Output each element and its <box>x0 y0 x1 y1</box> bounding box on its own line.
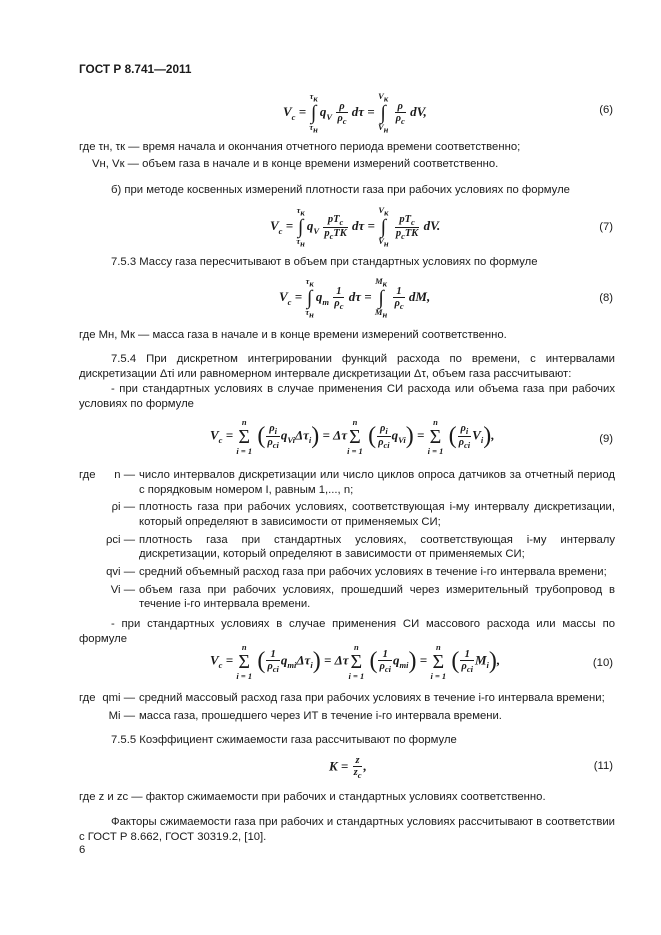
formula-10: $V_c = n$ Σ i = 1 ( $\frac{1}{\rho_{ci}}$ $q_{mi}\Delta\tau_i) = \Delta\tau n$ Σ i = 1 ( $\frac{1}{\rho_{ci}}$ $q_{mi}) = n$ Σ i = 1 ( $\frac{1}{\rho_{ci}}$ $M_i$), <box>210 642 501 681</box>
formula-6: $V_c = \tau_к$ ∫ $\tau_нq_V$ $\frac{\rho}{\rho_c}$ $d\tau = V_к$ ∫ $V_н$ $\frac{\rho}{\rho_c}$ dV, <box>283 91 427 135</box>
equation-number: (6) <box>599 104 613 116</box>
definition-intro: где <box>79 469 96 481</box>
equation-number: (10) <box>592 657 613 669</box>
definitions-eq9 <box>79 468 615 612</box>
paragraph-7-5-4: 7.5.4 При дискретном интегрировании функций расхода по времени, с интервалами дискретизации Δτi или равномерном интервале дискретизации Δτ, объем газа рассчитывают: <box>79 353 615 380</box>
paragraph-dash-2: - при стандартных условиях в случае применения СИ массового расхода или массы по формуле <box>79 618 615 645</box>
formula-9: $V_c = n$ Σ i = 1 ( $\frac{\rho_i}{\rho_{ci}}$ $q_{Vi}\Delta\tau_i) = \Delta\tau n$ Σ i = 1 ( $\frac{\rho_i}{\rho_{ci}}$ $q_{Vi}) = n$ Σ i = 1 ( $\frac{\rho_i}{\rho_{ci}}$ $V_i$), <box>210 417 495 456</box>
equation-number: (11) <box>593 760 613 772</box>
definition-symbol: Vi — <box>110 583 135 596</box>
definition-row <box>79 709 615 724</box>
definition-text: масса газа, прошедшего через ИТ в течение i-го интервала времени. <box>139 709 502 722</box>
definition-row <box>79 500 615 529</box>
definition-row <box>79 468 615 497</box>
definition-text: число интервалов дискретизации или число циклов опроса датчиков за отчетный период с порядковым номером I, равным 1,..., n; <box>139 469 615 496</box>
definition-text: объем газа при рабочих условиях, прошедший через измерительный трубопровод в течение i-го интервала времени. <box>139 583 615 611</box>
definition-text: плотность газа при рабочих условиях, соответствующая i-му интервалу дискретизации, который определяют в зависимости от применяемых СИ; <box>139 501 615 529</box>
definition-text: плотность газа при стандартных условиях, соответствующая i-му интервалу дискретизации, который определяют в зависимости от применяемых СИ; <box>139 533 615 561</box>
equation-number: (7) <box>599 221 613 233</box>
definition-text: где z и zc — фактор сжимаемости при рабочих и стандартных условиях соответственно. <box>79 791 546 803</box>
definition-row <box>79 565 615 580</box>
definitions-eq10 <box>79 691 615 723</box>
document-header: ГОСТ Р 8.741—2011 <box>79 62 192 76</box>
definition-intro: где <box>79 692 96 704</box>
definition-text: средний массовый расход газа при рабочих условиях в течение i-го интервала времени; <box>139 692 605 704</box>
definition-symbol: qvi — <box>106 566 135 579</box>
definition-symbol: n — <box>114 469 135 481</box>
definition-symbol: qmi — <box>102 692 135 704</box>
paragraph-7-5-3: 7.5.3 Массу газа пересчитывают в объем при стандартных условиях по формуле <box>111 256 538 268</box>
definition-symbol: ρi — <box>111 501 135 514</box>
list-item-b: б) при методе косвенных измерений плотности газа при рабочих условиях по формуле <box>111 184 570 196</box>
definition-text: где τн, τк — время начала и окончания отчетного периода времени соответственно; <box>79 141 521 153</box>
formula-8: $V_c = \tau_к$ ∫ $\tau_нq_m$ $\frac{1}{\rho_c}$ $d\tau = M_к$ ∫ $M_н$ $\frac{1}{\rho_c}$ dM, <box>279 276 431 320</box>
formula-11: K = $\frac{z}{z_c}$ , <box>329 755 367 781</box>
page-number: 6 <box>79 844 86 856</box>
definition-row <box>79 533 615 562</box>
definition-row <box>79 691 615 706</box>
paragraph-dash-1: - при стандартных условиях в случае применения СИ расхода или объема газа при рабочих условиях по формуле <box>79 383 615 410</box>
definition-text: Vн, Vк — объем газа в начале и в конце времени измерений соответственно. <box>92 158 499 170</box>
paragraph-7-5-5: 7.5.5 Коэффициент сжимаемости газа рассчитывают по формуле <box>111 734 457 746</box>
equation-number: (9) <box>599 433 613 445</box>
equation-number: (8) <box>599 292 613 304</box>
final-paragraph: Факторы сжимаемости газа при рабочих и стандартных условиях рассчитывают в соответствии с ГОСТ Р 8.662, ГОСТ 30319.2, [10]. <box>79 816 615 843</box>
definition-symbol: Mi — <box>108 709 135 722</box>
formula-7: $V_c = \tau_к$ ∫ $\tau_нq_V$ $\frac{pT_c}{p_cTK}$ $d\tau = V_к$ ∫ $V_н$ $\frac{pT_c}{p_cTK}$ dV. <box>270 205 441 249</box>
definition-text: где Mн, Mк — масса газа в начале и в конце времени измерений соответственно. <box>79 329 507 341</box>
definition-symbol: ρci — <box>105 533 135 546</box>
definition-row <box>79 583 615 612</box>
definition-text: средний объемный расход газа при рабочих условиях в течение i-го интервала времени; <box>139 566 607 579</box>
